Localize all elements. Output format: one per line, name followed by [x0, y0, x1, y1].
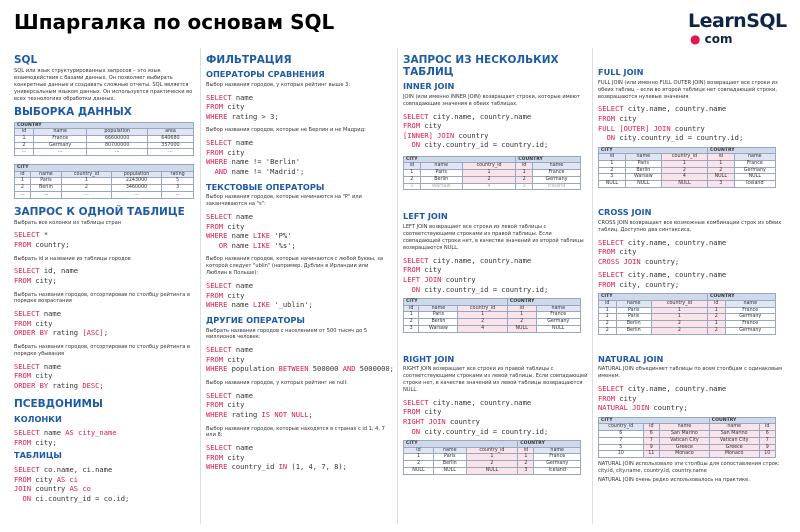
table-cell: Germany: [33, 142, 87, 149]
table-row: [599, 444, 776, 451]
sql-description: SQL или язык структурированных запросов – это язык взаимодействия с базами данных. Он позволяет выбирать конкретные данные и создавать сложные отчеты. SQL является универсальным языком данных. Он используется практически во всех технологиях обработки данных.: [14, 68, 193, 102]
table-cell: Monaco: [660, 451, 710, 458]
header: [0, 0, 800, 46]
table-cell: 1: [661, 160, 707, 167]
table-cell: ...: [87, 149, 147, 156]
table-cell: San Marino: [660, 431, 710, 438]
table-cell: 3: [518, 467, 534, 474]
table-cell: 3: [162, 185, 194, 192]
table-cell: ...: [162, 191, 194, 198]
table-cell: 2: [516, 176, 533, 183]
code-block: SELECT co.name, ci.name FROM city AS ci JOIN country AS co ON ci.country_id = co.id;: [14, 465, 130, 503]
table-cell: Berlin: [420, 176, 462, 183]
table-cell: Berlin: [434, 461, 467, 468]
table-cell: id: [15, 129, 34, 136]
table-cell: 2: [651, 321, 707, 328]
table-cell: 7: [643, 437, 659, 444]
table-cell: COUNTRY: [507, 299, 580, 306]
table-cell: name: [709, 424, 759, 431]
table-cell: country_id: [599, 424, 644, 431]
code-block: SELECT name FROM city ORDER BY rating [ASC];: [14, 309, 108, 338]
join-description: LEFT JOIN возвращает все строки из левой таблицы с соответствующими строками из правой таблицы. Если совпадающей строки нет, в качестве значений из второй таблицы возвращаются NULL.: [403, 224, 584, 251]
table-cell: Paris: [616, 307, 651, 314]
table-cell: Germany: [536, 319, 580, 326]
query-description: Выбор названия городов, которые не Берлин и не Мадрид:: [206, 127, 366, 134]
table-cell: CITY: [599, 417, 710, 424]
subsection-right-join-heading: RIGHT JOIN: [403, 353, 455, 364]
table-header-row: [404, 447, 581, 454]
table-cell: 6: [599, 431, 644, 438]
subsection-cross-join-heading: CROSS JOIN: [598, 206, 652, 217]
table-cell: 3: [516, 183, 533, 190]
table-cell: 357000: [147, 142, 193, 149]
table-cell: CITY: [404, 299, 508, 306]
right-join-result-table: [403, 440, 581, 475]
query-description: Выбрать все колонки из таблицы стран: [14, 219, 122, 226]
table-cell: Iceland: [532, 183, 580, 190]
table-cell: 1: [707, 321, 725, 328]
table-cell: NULL: [661, 181, 707, 188]
table-cell: 1: [516, 170, 533, 177]
table-row: [404, 461, 581, 468]
table-cell: 2: [404, 319, 419, 326]
code-block: SELECT city.name, country.name FROM city, country;: [598, 270, 727, 289]
table-cell: 4: [458, 325, 507, 332]
code-block: SELECT name FROM city WHERE population BETWEEN 500000 AND 5000000;: [206, 345, 394, 374]
table-cell: 2: [599, 327, 617, 334]
logo-brand: LearnSQL: [688, 10, 787, 32]
table-cell: Berlin: [419, 319, 458, 326]
table-cell: 10: [599, 451, 644, 458]
table-row: [15, 185, 194, 192]
table-header-row: [404, 305, 581, 312]
code-block: SELECT name FROM city WHERE name LIKE 'P%' OR name LIKE '%s';: [206, 212, 296, 250]
code-block: SELECT name FROM city WHERE rating IS NOT NULL;: [206, 390, 313, 420]
table-cell: 1: [62, 178, 112, 185]
table-cell: ...: [15, 149, 34, 156]
table-cell: 2: [62, 185, 112, 192]
column-basics: [14, 50, 196, 530]
table-cell: 6: [643, 431, 659, 438]
query-description: Выбор названия городов, которые начинаются с любой буквы, за которой следует "ublin" (например, Дублин в Ирландии или Люблин в Польше):: [206, 256, 383, 277]
table-cell: name: [734, 154, 775, 161]
table-cell: Vatican City: [660, 437, 710, 444]
table-row: [404, 467, 581, 474]
inner-join-result-table: [403, 156, 581, 191]
table-cell: NULL: [625, 181, 661, 188]
table-cell: 2: [15, 142, 34, 149]
table-row: [404, 170, 581, 177]
table-cell: id: [599, 154, 626, 161]
table-cell: Greece: [660, 444, 710, 451]
table-cell: name: [625, 154, 661, 161]
subsection-text-operators-heading: ТЕКСТОВЫЕ ОПЕРАТОРЫ: [206, 181, 325, 192]
country-sample-table: [14, 122, 194, 157]
table-row: [404, 312, 581, 319]
query-description: Выбор названия городов, у которых рейтинг выше 3:: [206, 81, 351, 88]
table-cell: COUNTRY: [707, 147, 775, 154]
table-row: [599, 451, 776, 458]
subsection-other-operators-heading: ДРУГИЕ ОПЕРАТОРЫ: [206, 314, 305, 325]
table-cell: France: [734, 160, 775, 167]
table-cell: France: [33, 135, 87, 142]
table-cell: COUNTRY: [518, 441, 581, 448]
natural-join-note: NATURAL JOIN очень редко использовалось на практике.: [598, 476, 750, 483]
table-cell: 9: [759, 444, 775, 451]
table-cell: 3: [404, 183, 421, 190]
table-cell: rating: [162, 171, 194, 178]
table-cell: 1: [599, 307, 617, 314]
join-description: FULL JOIN (или именно FULL OUTER JOIN) возвращает все строки из обеих таблиц – если во второй таблице нет совпадающей строки, возвращаются нулевые значения.: [598, 79, 778, 100]
table-cell: country_id: [651, 300, 707, 307]
logo-domain: ● com: [690, 32, 733, 46]
table-cell: Germany: [534, 461, 581, 468]
table-cell: name: [532, 163, 580, 170]
table-cell: Warsaw: [625, 174, 661, 181]
table-row: [599, 174, 776, 181]
table-cell: 2: [462, 176, 515, 183]
table-cell: 1: [15, 178, 31, 185]
table-cell: ...: [62, 191, 112, 198]
column-divider: [397, 48, 398, 524]
table-header-row: [15, 129, 194, 136]
table-cell: 1: [599, 314, 617, 321]
table-cell: Germany: [734, 167, 775, 174]
table-cell: CITY: [15, 165, 194, 172]
column-divider: [592, 48, 593, 524]
subsection-natural-join-heading: NATURAL JOIN: [598, 353, 664, 364]
table-cell: 1: [707, 307, 725, 314]
table-row: [15, 178, 194, 185]
table-cell: 1: [651, 307, 707, 314]
subsection-tables-heading: ТАБЛИЦЫ: [14, 450, 62, 461]
table-cell: country_id: [462, 163, 515, 170]
table-cell: 2: [661, 167, 707, 174]
table-row: [15, 191, 194, 198]
table-cell: 2: [404, 461, 434, 468]
table-cell: id: [404, 163, 421, 170]
table-cell: id: [516, 163, 533, 170]
table-cell: Germany: [725, 314, 776, 321]
code-block: SELECT name FROM city WHERE country_id IN (1, 4, 7, 8);: [206, 443, 347, 472]
table-cell: 2: [651, 327, 707, 334]
column-more-joins: [598, 50, 788, 530]
table-cell: France: [725, 307, 776, 314]
table-cell: CITY: [599, 294, 708, 301]
table-cell: 1: [404, 170, 421, 177]
table-cell: 3: [707, 181, 734, 188]
table-cell: id: [707, 154, 734, 161]
table-cell: Berlin: [625, 167, 661, 174]
table-cell: 1: [458, 312, 507, 319]
join-description: NATURAL JOIN объединяет таблицы по всем столбцам с одинаковым именем.: [598, 366, 782, 380]
full-join-result-table: [598, 147, 776, 188]
table-cell: France: [725, 321, 776, 328]
table-cell: France: [536, 312, 580, 319]
table-cell: 2243000: [111, 178, 161, 185]
code-block: SELECT name FROM city WHERE name != 'Berlin' AND name != 'Madrid';: [206, 138, 305, 177]
table-cell: Iceland: [534, 467, 581, 474]
table-row: [404, 454, 581, 461]
table-cell: NULL: [404, 467, 434, 474]
table-cell: 3460000: [111, 185, 161, 192]
table-cell: COUNTRY: [516, 156, 581, 163]
table-cell: id: [404, 305, 419, 312]
table-cell: 1: [462, 170, 515, 177]
table-cell: 80700000: [87, 142, 147, 149]
table-cell: country_id: [62, 171, 112, 178]
table-cell: name: [616, 300, 651, 307]
table-cell: id: [404, 447, 434, 454]
table-cell: id: [15, 171, 31, 178]
table-cell: Berlin: [616, 321, 651, 328]
table-cell: 2: [466, 461, 518, 468]
table-cell: 1: [15, 135, 34, 142]
section-aliases-heading: ПСЕВДОНИМЫ: [14, 398, 103, 411]
table-cell: Paris: [30, 178, 61, 185]
table-cell: 9: [643, 444, 659, 451]
join-description: RIGHT JOIN возвращает все строки из правой таблицы с соответствующими строками из левой таблицы. Если совпадающей строки нет, в качестве значений из левой таблицы возвращаются NULL.: [403, 366, 588, 394]
table-cell: 6: [759, 431, 775, 438]
code-block: SELECT city.name, country.name FROM city RIGHT JOIN country ON city.country_id = country.id;: [403, 397, 549, 436]
table-cell: Iceland: [734, 181, 775, 188]
table-cell: 5: [599, 444, 644, 451]
subsection-columns-heading: КОЛОНКИ: [14, 413, 62, 424]
table-cell: name: [30, 171, 61, 178]
table-cell: 640680: [147, 135, 193, 142]
section-sql-heading: SQL: [14, 54, 38, 66]
table-cell: 1: [651, 314, 707, 321]
code-block: SELECT name FROM city WHERE rating > 3;: [206, 92, 279, 121]
table-cell: 1: [404, 454, 434, 461]
left-join-result-table: [403, 298, 581, 333]
code-block: SELECT * FROM country;: [14, 230, 70, 249]
subsection-comparison-heading: ОПЕРАТОРЫ СРАВНЕНИЯ: [206, 69, 325, 80]
table-cell: 4: [661, 174, 707, 181]
table-row: [15, 135, 194, 142]
table-cell: population: [111, 171, 161, 178]
table-row: [404, 319, 581, 326]
column-divider: [200, 48, 201, 524]
query-description: Выбрать названия городов с населением от 500 тысяч до 5 миллионов человек:: [206, 327, 368, 341]
table-cell: ...: [147, 149, 193, 156]
table-cell: Vatican City: [709, 437, 759, 444]
table-cell: id: [507, 305, 536, 312]
table-cell: ...: [33, 149, 87, 156]
table-row: [15, 142, 194, 149]
table-cell: 2: [707, 167, 734, 174]
table-cell: Berlin: [616, 327, 651, 334]
code-block: SELECT city.name, country.name FROM city NATURAL JOIN country;: [598, 384, 727, 413]
natural-join-note: NATURAL JOIN использовало эти столбцы для сопоставления строк: city.id, city.name, country.id, country.name: [598, 461, 780, 475]
table-row: [599, 307, 776, 314]
table-cell: CITY: [599, 147, 708, 154]
table-cell: Greece: [709, 444, 759, 451]
city-sample-table: [14, 164, 194, 199]
table-cell: France: [534, 454, 581, 461]
table-cell: 1: [518, 454, 534, 461]
code-block: SELECT id, name FROM city;: [14, 266, 79, 285]
table-row: [599, 327, 776, 334]
table-cell: Germany: [725, 327, 776, 334]
column-joins: [403, 50, 589, 530]
table-cell: 7: [599, 437, 644, 444]
table-cell: country_id: [458, 305, 507, 312]
section-single-table-heading: ЗАПРОС К ОДНОЙ ТАБЛИЦЕ: [14, 205, 185, 218]
table-cell: population: [87, 129, 147, 136]
table-cell: 2: [518, 461, 534, 468]
table-cell: 1: [599, 160, 626, 167]
table-cell: France: [532, 170, 580, 177]
table-header-row: [599, 424, 776, 431]
table-cell: COUNTRY: [707, 294, 775, 301]
table-cell: Germany: [532, 176, 580, 183]
code-block: SELECT city.name, country.name FROM city CROSS JOIN country;: [598, 237, 727, 266]
table-cell: name: [420, 163, 462, 170]
table-row: [599, 181, 776, 188]
table-cell: 2: [599, 321, 617, 328]
table-cell: Paris: [420, 170, 462, 177]
table-cell: Berlin: [30, 185, 61, 192]
table-cell: NULL: [507, 325, 536, 332]
table-row: [404, 176, 581, 183]
table-cell: 2: [404, 176, 421, 183]
table-cell: name: [434, 447, 467, 454]
table-cell: 1: [404, 312, 419, 319]
table-cell: Warsaw: [419, 325, 458, 332]
table-cell: Paris: [625, 160, 661, 167]
query-description: Выбрать id и название из таблицы городов: [14, 255, 131, 262]
table-cell: Paris: [419, 312, 458, 319]
table-row: [599, 314, 776, 321]
table-cell: NULL: [734, 174, 775, 181]
table-cell: Warsaw: [420, 183, 462, 190]
query-description: Выбор названия городов, которые находятся в странах с id 1, 4, 7 или 8:: [206, 425, 385, 439]
table-cell: Paris: [616, 314, 651, 321]
table-row: [404, 183, 581, 190]
table-cell: 5: [162, 178, 194, 185]
table-cell: NULL: [466, 467, 518, 474]
query-description: Выбрать названия городов, отсортировав по столбцу рейтинга в порядке возрастания: [14, 291, 190, 305]
code-block: SELECT city.name, country.name FROM city LEFT JOIN country ON city.country_id = country.id;: [403, 255, 549, 294]
table-cell: NULL: [599, 181, 626, 188]
table-row: [599, 321, 776, 328]
table-cell: 66600000: [87, 135, 147, 142]
table-cell: 10: [759, 451, 775, 458]
table-cell: NULL: [434, 467, 467, 474]
table-cell: name: [536, 305, 580, 312]
section-filtering-heading: ФИЛЬТРАЦИЯ: [206, 54, 292, 66]
query-description: Выбор названия городов, у которых рейтинг не null:: [206, 380, 348, 387]
column-filtering: [206, 50, 394, 530]
table-cell: ...: [15, 191, 31, 198]
join-description: JOIN (или именно INNER JOIN) возвращает строки, которые имеют совпадающие значения в обеих таблицах.: [403, 93, 580, 107]
table-cell: NULL: [536, 325, 580, 332]
table-cell: id: [759, 424, 775, 431]
table-header-row: [599, 300, 776, 307]
table-cell: 11: [643, 451, 659, 458]
table-row: [599, 160, 776, 167]
table-cell: name: [419, 305, 458, 312]
cross-join-result-table: [598, 293, 776, 334]
table-cell: 2: [15, 185, 31, 192]
code-block: SELECT name FROM city ORDER BY rating DESC;: [14, 361, 104, 390]
table-cell: id: [643, 424, 659, 431]
query-description: Выбрать названия городов, отсортировав по столбцу рейтинга в порядке убывания: [14, 344, 190, 357]
table-cell: ...: [30, 191, 61, 198]
table-cell: NULL: [707, 174, 734, 181]
table-row: [404, 325, 581, 332]
table-cell: CITY: [404, 156, 516, 163]
code-block: SELECT city.name, country.name FROM city FULL [OUTER] JOIN country ON city.country_id = country.id;: [598, 104, 744, 143]
table-cell: ...: [111, 191, 161, 198]
table-cell: COUNTRY: [15, 122, 194, 129]
table-cell: 1: [707, 160, 734, 167]
table-cell: country_id: [661, 154, 707, 161]
table-cell: San Marino: [709, 431, 759, 438]
table-row: [599, 167, 776, 174]
query-description: Выбор названия городов, которые начинаются на "P" или заканчиваются на "s":: [206, 194, 362, 208]
table-cell: Paris: [434, 454, 467, 461]
table-row: [599, 437, 776, 444]
table-cell: 2: [707, 327, 725, 334]
table-cell: id: [599, 300, 617, 307]
table-cell: 3: [599, 174, 626, 181]
subsection-full-join-heading: FULL JOIN: [598, 67, 644, 77]
table-cell: 2: [707, 314, 725, 321]
learnsql-logo[interactable]: [688, 10, 787, 46]
code-block: SELECT name FROM city WHERE name LIKE '_ublin';: [206, 281, 313, 310]
table-cell: name: [725, 300, 776, 307]
table-cell: 1: [507, 312, 536, 319]
table-cell: 1: [466, 454, 518, 461]
section-sample-data-heading: ВЫБОРКА ДАННЫХ: [14, 106, 132, 119]
table-header-row: [404, 163, 581, 170]
page-title: Шпаргалка по основам SQL: [14, 10, 335, 34]
subsection-left-join-heading: LEFT JOIN: [403, 211, 448, 222]
table-cell: 3: [404, 325, 419, 332]
join-description: CROSS JOIN возвращает все возможные комбинации строк из обеих таблиц. Доступно два синтаксиса.: [598, 219, 782, 233]
table-cell: 2: [458, 319, 507, 326]
table-cell: COUNTRY: [709, 417, 775, 424]
table-cell: 2: [599, 167, 626, 174]
subsection-inner-join-heading: INNER JOIN: [403, 81, 455, 92]
table-header-row: [15, 171, 194, 178]
table-cell: name: [33, 129, 87, 136]
table-cell: id: [707, 300, 725, 307]
table-header-row: [599, 154, 776, 161]
table-cell: country_id: [466, 447, 518, 454]
table-row: [15, 149, 194, 156]
table-cell: 2: [507, 319, 536, 326]
table-cell: name: [534, 447, 581, 454]
table-cell: Monaco: [709, 451, 759, 458]
table-row: [599, 431, 776, 438]
section-multi-table-heading: ЗАПРОС ИЗ НЕСКОЛЬКИХ ТАБЛИЦ: [403, 54, 559, 79]
table-cell: name: [660, 424, 710, 431]
table-cell: 7: [759, 437, 775, 444]
code-block: SELECT name AS city_name FROM city;: [14, 428, 117, 447]
table-cell: CITY: [404, 441, 518, 448]
table-cell: id: [518, 447, 534, 454]
code-block: SELECT city.name, country.name FROM city [INNER] JOIN country ON city.country_id = country.id;: [403, 111, 549, 150]
table-cell: area: [147, 129, 193, 136]
table-cell: 4: [462, 183, 515, 190]
natural-join-result-table: [598, 417, 776, 458]
